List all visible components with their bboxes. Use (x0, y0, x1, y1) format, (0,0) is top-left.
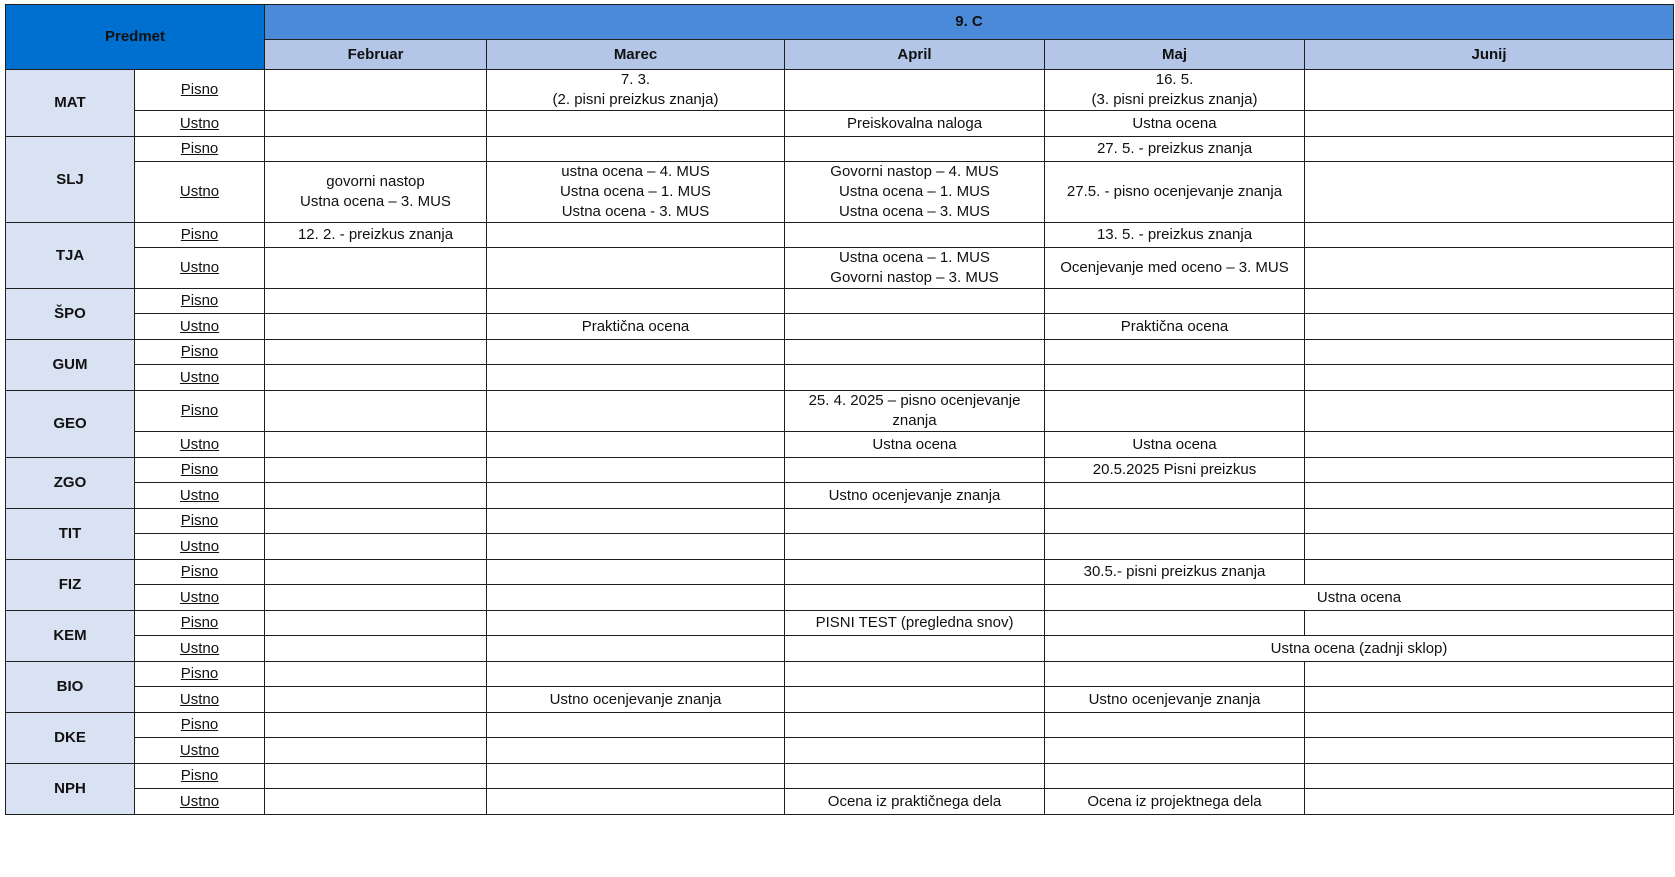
schedule-cell (1305, 111, 1674, 137)
schedule-cell (785, 365, 1045, 391)
schedule-cell (265, 458, 487, 483)
subject-code: SLJ (6, 137, 135, 223)
schedule-cell (1305, 534, 1674, 560)
schedule-cell (265, 560, 487, 585)
month-header: Maj (1045, 40, 1305, 70)
schedule-cell (785, 636, 1045, 662)
table-row (6, 585, 1674, 611)
schedule-cell (265, 314, 487, 340)
assessment-type-link[interactable]: Ustno (135, 111, 265, 137)
schedule-cell (487, 611, 785, 636)
subject-code: ŠPO (6, 289, 135, 340)
schedule-cell: Ustna ocena – 1. MUS Govorni nastop – 3. MUS (785, 248, 1045, 289)
schedule-cell (785, 289, 1045, 314)
schedule-cell (487, 738, 785, 764)
assessment-type-link[interactable]: Ustno (135, 636, 265, 662)
schedule-cell (1045, 738, 1305, 764)
table-row (6, 314, 1674, 340)
schedule-cell (785, 137, 1045, 162)
assessment-type-link[interactable]: Pisno (135, 340, 265, 365)
schedule-cell (265, 391, 487, 432)
table-row (6, 432, 1674, 458)
schedule-cell (785, 585, 1045, 611)
schedule-cell (487, 248, 785, 289)
assessment-type-link[interactable]: Pisno (135, 289, 265, 314)
schedule-cell (1045, 509, 1305, 534)
schedule-cell (785, 223, 1045, 248)
schedule-cell (1305, 687, 1674, 713)
schedule-cell (487, 223, 785, 248)
schedule-cell: ustna ocena – 4. MUS Ustna ocena – 1. MUS Ustna ocena - 3. MUS (487, 162, 785, 223)
table-row (6, 789, 1674, 815)
subject-code: DKE (6, 713, 135, 764)
table-row (6, 458, 1674, 483)
schedule-cell (1305, 764, 1674, 789)
schedule-cell (1045, 483, 1305, 509)
schedule-cell (487, 432, 785, 458)
schedule-cell (785, 738, 1045, 764)
schedule-cell (265, 483, 487, 509)
schedule-cell (265, 70, 487, 111)
subject-code: ZGO (6, 458, 135, 509)
schedule-cell (487, 662, 785, 687)
table-row (6, 391, 1674, 432)
month-header: April (785, 40, 1045, 70)
schedule-cell (265, 289, 487, 314)
table-row (6, 764, 1674, 789)
predmet-header: Predmet (6, 5, 265, 70)
subject-code: FIZ (6, 560, 135, 611)
assessment-type-link[interactable]: Ustno (135, 789, 265, 815)
assessment-type-link[interactable]: Pisno (135, 223, 265, 248)
schedule-cell (487, 560, 785, 585)
assessment-type-link[interactable]: Pisno (135, 713, 265, 738)
assessment-type-link[interactable]: Ustno (135, 248, 265, 289)
assessment-type-link[interactable]: Pisno (135, 458, 265, 483)
schedule-cell (785, 534, 1045, 560)
schedule-cell: govorni nastop Ustna ocena – 3. MUS (265, 162, 487, 223)
schedule-cell: 27.5. - pisno ocenjevanje znanja (1045, 162, 1305, 223)
schedule-cell (785, 314, 1045, 340)
class-title: 9. C (265, 5, 1674, 40)
schedule-cell (785, 662, 1045, 687)
schedule-cell (1305, 314, 1674, 340)
table-row (6, 713, 1674, 738)
schedule-cell (1305, 365, 1674, 391)
schedule-cell: 12. 2. - preizkus znanja (265, 223, 487, 248)
table-row (6, 248, 1674, 289)
schedule-cell (1305, 738, 1674, 764)
assessment-type-link[interactable]: Ustno (135, 162, 265, 223)
table-row (6, 340, 1674, 365)
subject-code: TJA (6, 223, 135, 289)
schedule-cell (487, 713, 785, 738)
schedule-cell (265, 248, 487, 289)
schedule-cell (265, 432, 487, 458)
schedule-cell (1045, 662, 1305, 687)
subject-code: KEM (6, 611, 135, 662)
schedule-cell: Praktična ocena (1045, 314, 1305, 340)
schedule-cell (1305, 483, 1674, 509)
schedule-cell: Ustna ocena (1045, 585, 1674, 611)
schedule-cell (487, 111, 785, 137)
schedule-cell (487, 391, 785, 432)
assessment-type-link[interactable]: Pisno (135, 137, 265, 162)
schedule-cell (265, 764, 487, 789)
schedule-cell (265, 611, 487, 636)
schedule-cell (785, 687, 1045, 713)
month-header: Marec (487, 40, 785, 70)
table-row (6, 162, 1674, 223)
table-row (6, 662, 1674, 687)
schedule-cell (1305, 223, 1674, 248)
assessment-type-link[interactable]: Ustno (135, 483, 265, 509)
schedule-cell: Preiskovalna naloga (785, 111, 1045, 137)
schedule-cell (785, 70, 1045, 111)
schedule-cell (1305, 662, 1674, 687)
schedule-cell (487, 585, 785, 611)
schedule-cell (487, 534, 785, 560)
subject-code: NPH (6, 764, 135, 815)
schedule-cell (487, 458, 785, 483)
schedule-cell (1045, 713, 1305, 738)
schedule-cell (265, 789, 487, 815)
schedule-cell (265, 137, 487, 162)
schedule-cell: Ustno ocenjevanje znanja (1045, 687, 1305, 713)
subject-code: BIO (6, 662, 135, 713)
schedule-cell: PISNI TEST (pregledna snov) (785, 611, 1045, 636)
schedule-cell (785, 509, 1045, 534)
table-row (6, 365, 1674, 391)
schedule-cell: Praktična ocena (487, 314, 785, 340)
assessment-type-link[interactable]: Pisno (135, 70, 265, 111)
schedule-cell: Ustno ocenjevanje znanja (487, 687, 785, 713)
schedule-cell (1305, 391, 1674, 432)
schedule-cell: Ocena iz projektnega dela (1045, 789, 1305, 815)
schedule-cell (265, 662, 487, 687)
schedule-cell (265, 585, 487, 611)
assessment-type-link[interactable]: Ustno (135, 738, 265, 764)
schedule-cell (1305, 713, 1674, 738)
schedule-cell (1305, 162, 1674, 223)
schedule-cell: 20.5.2025 Pisni preizkus (1045, 458, 1305, 483)
assessment-type-link[interactable]: Pisno (135, 764, 265, 789)
month-header: Junij (1305, 40, 1674, 70)
table-row (6, 738, 1674, 764)
schedule-cell (1045, 289, 1305, 314)
schedule-cell (1045, 391, 1305, 432)
table-row (6, 687, 1674, 713)
schedule-cell (265, 509, 487, 534)
schedule-cell (785, 713, 1045, 738)
table-row (6, 509, 1674, 534)
table-row (6, 111, 1674, 137)
schedule-cell (1305, 611, 1674, 636)
table-row (6, 611, 1674, 636)
table-row (6, 483, 1674, 509)
schedule-cell (487, 340, 785, 365)
schedule-cell: Ustna ocena (zadnji sklop) (1045, 636, 1674, 662)
schedule-cell (487, 764, 785, 789)
schedule-cell (1305, 789, 1674, 815)
schedule-cell (487, 137, 785, 162)
schedule-cell: Ustno ocenjevanje znanja (785, 483, 1045, 509)
schedule-cell (265, 738, 487, 764)
schedule-cell (1305, 340, 1674, 365)
schedule-cell: 16. 5. (3. pisni preizkus znanja) (1045, 70, 1305, 111)
assessment-type-link[interactable]: Pisno (135, 611, 265, 636)
schedule-cell: Ustna ocena (1045, 432, 1305, 458)
schedule-cell (265, 111, 487, 137)
schedule-cell: Govorni nastop – 4. MUS Ustna ocena – 1. MUS Ustna ocena – 3. MUS (785, 162, 1045, 223)
schedule-cell (1045, 365, 1305, 391)
schedule-cell: Ocenjevanje med oceno – 3. MUS (1045, 248, 1305, 289)
schedule-cell: Ustna ocena (785, 432, 1045, 458)
schedule-cell (265, 534, 487, 560)
schedule-cell (785, 340, 1045, 365)
table-row (6, 137, 1674, 162)
schedule-cell (487, 483, 785, 509)
assessment-type-link[interactable]: Pisno (135, 560, 265, 585)
assessment-schedule-table (5, 4, 1674, 815)
schedule-cell (785, 764, 1045, 789)
schedule-cell: 7. 3. (2. pisni preizkus znanja) (487, 70, 785, 111)
table-row (6, 636, 1674, 662)
schedule-cell: 30.5.- pisni preizkus znanja (1045, 560, 1305, 585)
schedule-cell: 27. 5. - preizkus znanja (1045, 137, 1305, 162)
schedule-cell (487, 289, 785, 314)
assessment-type-link[interactable]: Ustno (135, 687, 265, 713)
schedule-cell (1305, 560, 1674, 585)
schedule-cell (785, 560, 1045, 585)
schedule-cell (1305, 432, 1674, 458)
schedule-cell (1045, 340, 1305, 365)
schedule-cell (487, 636, 785, 662)
schedule-cell (1305, 458, 1674, 483)
table-row (6, 223, 1674, 248)
table-row (6, 560, 1674, 585)
table-row (6, 534, 1674, 560)
subject-code: MAT (6, 70, 135, 137)
schedule-cell (1305, 137, 1674, 162)
schedule-cell (1305, 248, 1674, 289)
assessment-type-link[interactable]: Pisno (135, 391, 265, 432)
schedule-cell (1045, 611, 1305, 636)
schedule-cell (1305, 509, 1674, 534)
assessment-type-link[interactable]: Pisno (135, 662, 265, 687)
schedule-cell (1305, 70, 1674, 111)
schedule-cell (1045, 764, 1305, 789)
schedule-cell (265, 636, 487, 662)
subject-code: TIT (6, 509, 135, 560)
schedule-cell (1045, 534, 1305, 560)
month-header: Februar (265, 40, 487, 70)
subject-code: GUM (6, 340, 135, 391)
schedule-cell (487, 365, 785, 391)
table-row (6, 70, 1674, 111)
schedule-cell: 13. 5. - preizkus znanja (1045, 223, 1305, 248)
schedule-cell (785, 458, 1045, 483)
schedule-cell (487, 509, 785, 534)
assessment-type-link[interactable]: Ustno (135, 314, 265, 340)
schedule-cell (265, 365, 487, 391)
schedule-cell (265, 340, 487, 365)
schedule-cell: Ustna ocena (1045, 111, 1305, 137)
assessment-type-link[interactable]: Ustno (135, 432, 265, 458)
assessment-type-link[interactable]: Ustno (135, 365, 265, 391)
schedule-cell (265, 713, 487, 738)
schedule-cell: Ocena iz praktičnega dela (785, 789, 1045, 815)
assessment-type-link[interactable]: Ustno (135, 534, 265, 560)
assessment-type-link[interactable]: Ustno (135, 585, 265, 611)
schedule-cell (1305, 289, 1674, 314)
schedule-cell: 25. 4. 2025 – pisno ocenjevanje znanja (785, 391, 1045, 432)
schedule-cell (265, 687, 487, 713)
subject-code: GEO (6, 391, 135, 458)
assessment-type-link[interactable]: Pisno (135, 509, 265, 534)
schedule-cell (487, 789, 785, 815)
table-row (6, 289, 1674, 314)
